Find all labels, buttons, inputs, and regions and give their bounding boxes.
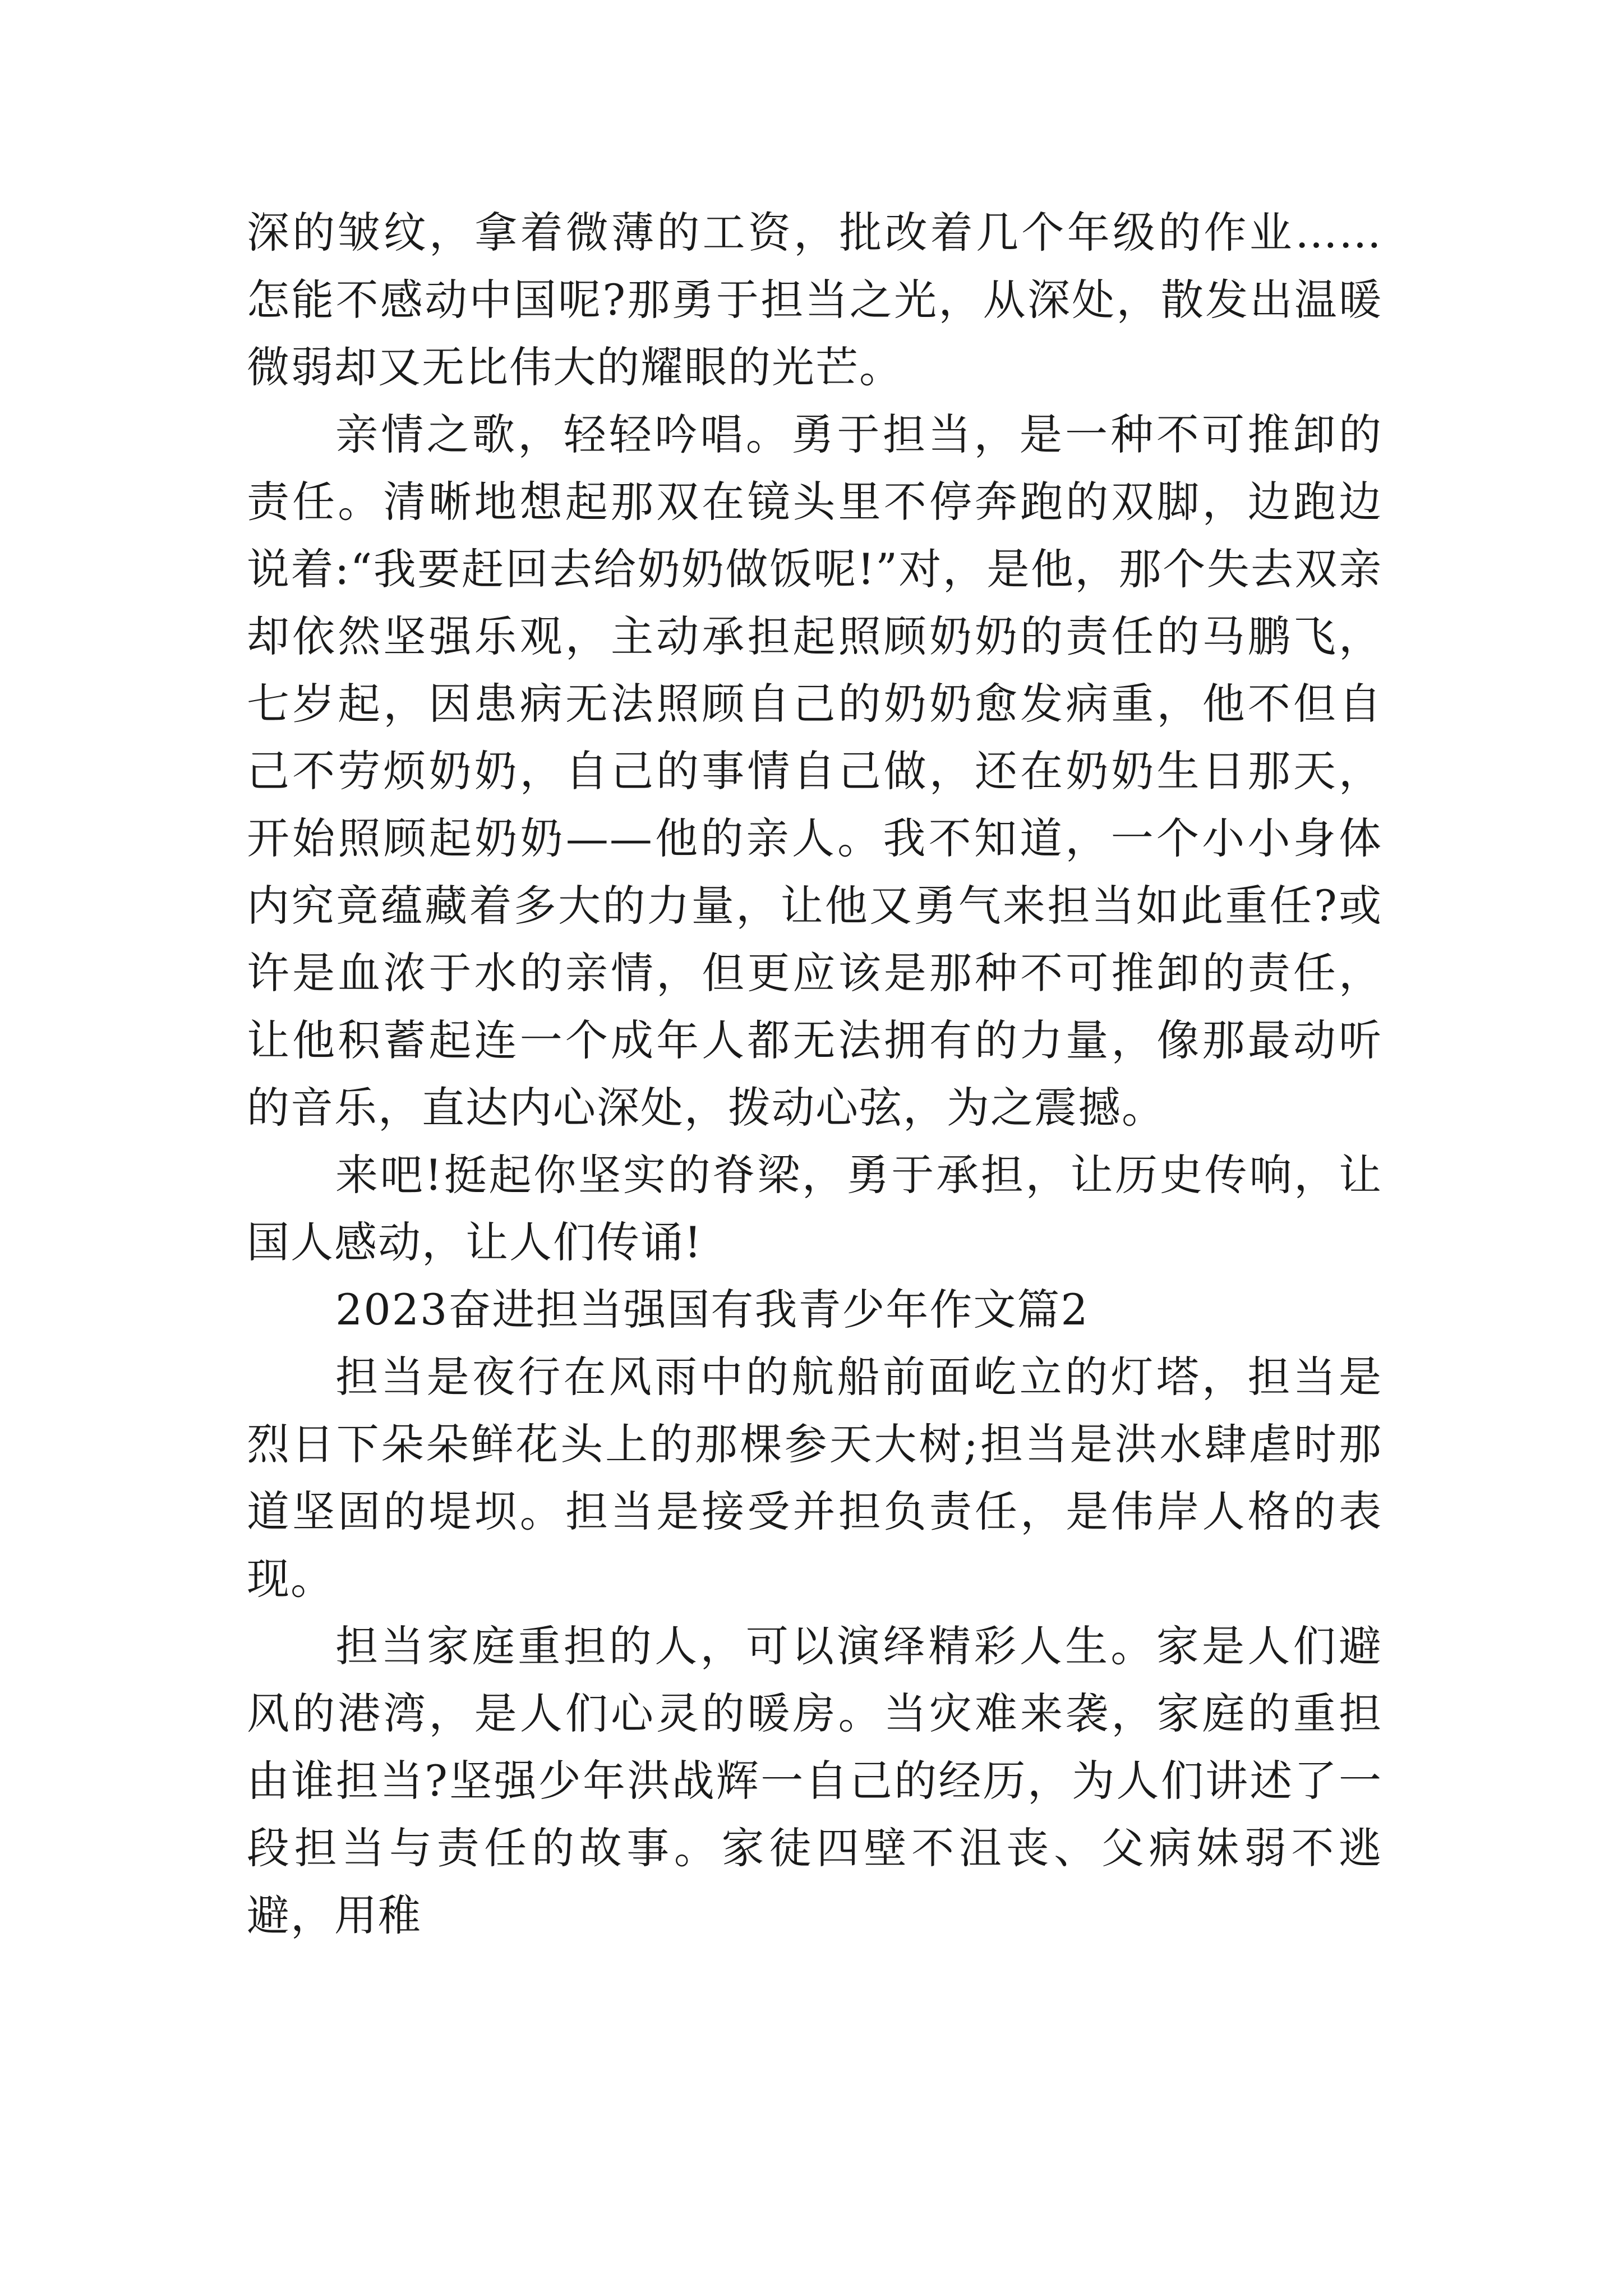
document-body xyxy=(247,199,1382,1949)
paragraph-5: 担当家庭重担的人，可以演绎精彩人生。家是人们避风的港湾，是人们心灵的暖房。当灾难来袭，家庭的重担由谁担当?坚强少年洪战辉一自己的经历，为人们讲述了一段担当与责任的故事。家徒四壁不沮丧、父病妹弱不逃避，用稚 xyxy=(247,1621,1382,1940)
paragraph-3: 来吧!挺起你坚实的脊梁，勇于承担，让历史传响，让国人感动，让人们传诵! xyxy=(247,1150,1382,1267)
paragraph-2: 亲情之歌，轻轻吟唱。勇于担当，是一种不可推卸的责任。清晰地想起那双在镜头里不停奔跑的双脚，边跑边说着:“我要赶回去给奶奶做饭呢!”对，是他，那个失去双亲却依然坚强乐观，主动承担起照顾奶奶的责任的马鹏飞，七岁起，因患病无法照顾自己的奶奶愈发病重，他不但自己不劳烦奶奶，自己的事情自己做，还在奶奶生日那天，开始照顾起奶奶——他的亲人。我不知道，一个小小身体内究竟蕴藏着多大的力量，让他又勇气来担当如此重任?或许是血浓于水的亲情，但更应该是那种不可推卸的责任，让他积蓄起连一个成年人都无法拥有的力量，像那最动听的音乐，直达内心深处，拨动心弦，为之震撼。 xyxy=(247,409,1382,1133)
paragraph-4: 担当是夜行在风雨中的航船前面屹立的灯塔，担当是烈日下朵朵鲜花头上的那棵参天大树;担当是洪水肆虐时那道坚固的堤坝。担当是接受并担负责任，是伟岸人格的表现。 xyxy=(247,1352,1382,1604)
section-heading: 2023奋进担当强国有我青少年作文篇2 xyxy=(335,1285,1089,1335)
paragraph-1: 深的皱纹，拿着微薄的工资，批改着几个年级的作业……怎能不感动中国呢?那勇于担当之光，从深处，散发出温暖微弱却又无比伟大的耀眼的光芒。 xyxy=(247,208,1382,392)
